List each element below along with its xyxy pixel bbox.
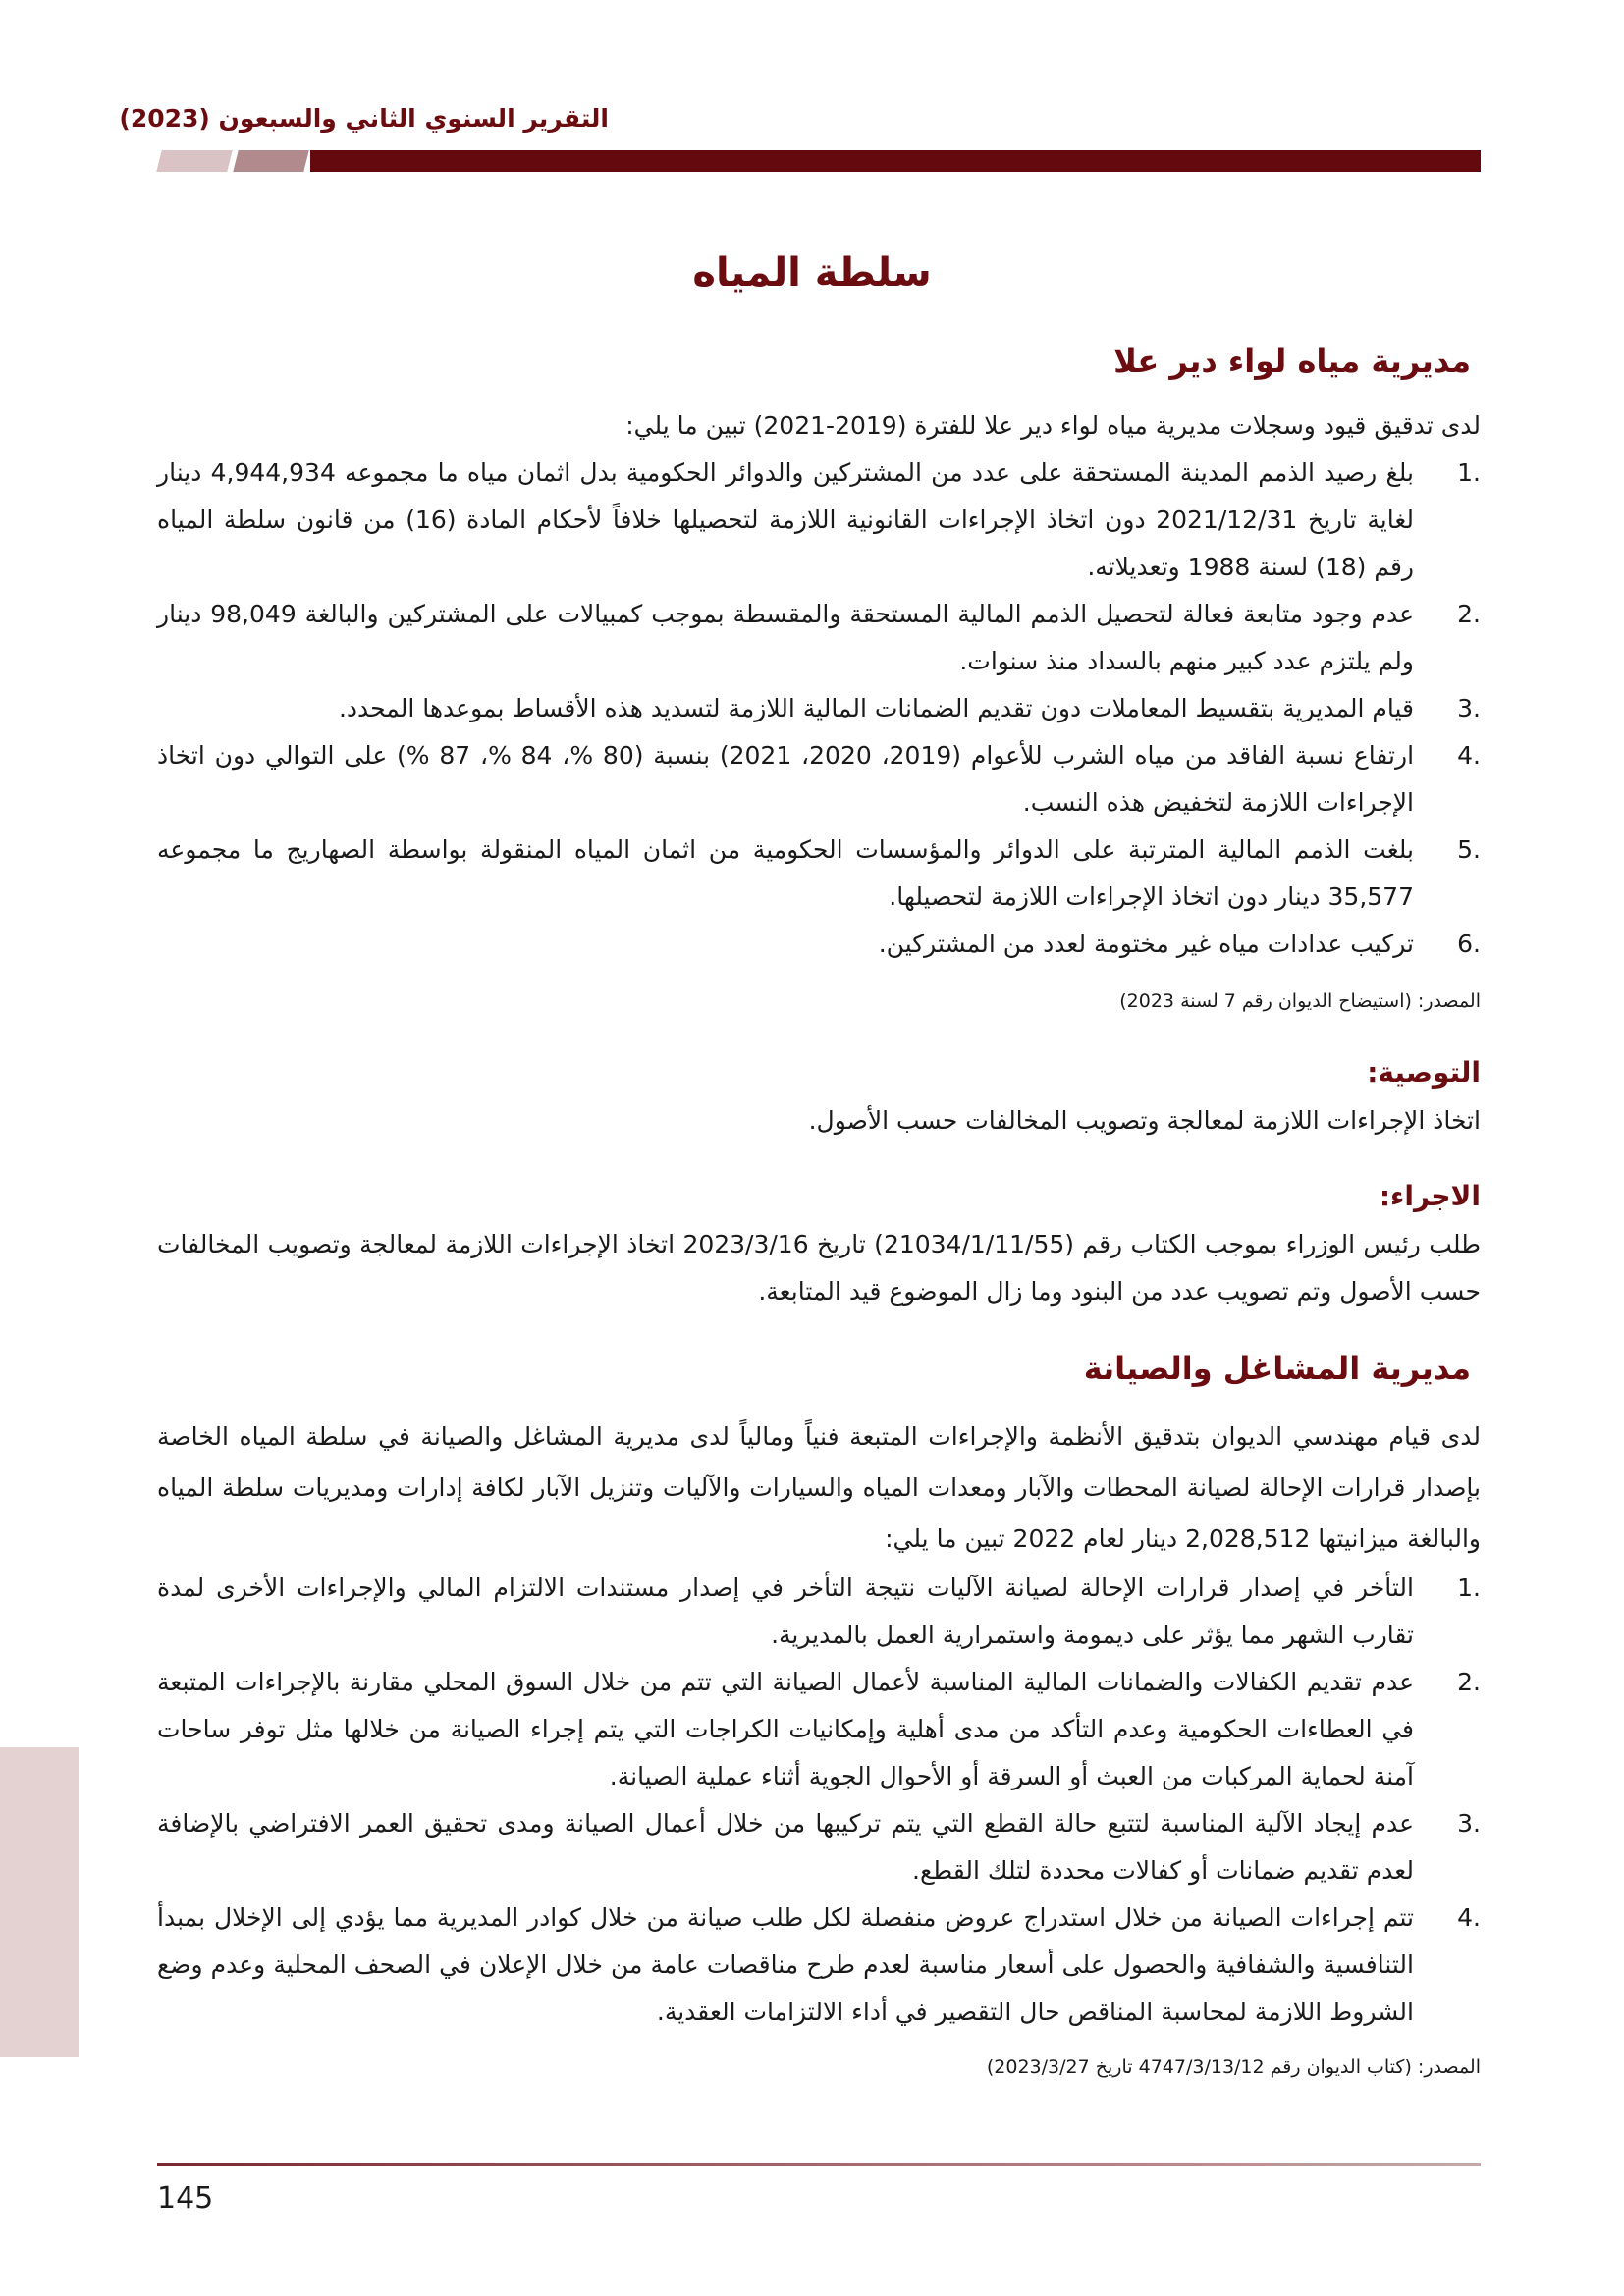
section-intro: لدى تدقيق قيود وسجلات مديرية مياه لواء دير علا للفترة (2019-2021) تبين ما يلي:	[625, 411, 1481, 440]
header-bar	[310, 150, 1481, 172]
action-heading: الاجراء:	[1379, 1180, 1481, 1212]
action-text: طلب رئيس الوزراء بموجب الكتاب رقم (21034/1/11/55) تاريخ 2023/3/16 اتخاذ الإجراءات اللازمة لمعالجة وتصويب المخالفات حسب الأصول وتم تصويب عدد من البنود وما زال الموضوع قيد المتابعة.	[157, 1230, 1482, 1306]
list-item: 3. قيام المديرية بتقسيط المعاملات دون تقديم الضمانات المالية اللازمة لتسديد هذه الأقساط بموعدها المحدد.	[338, 694, 1481, 722]
section-heading: مديرية المشاغل والصيانة	[1083, 1350, 1471, 1387]
source-note: المصدر: (كتاب الديوان رقم 4747/3/13/12 تاريخ 2023/3/27)	[986, 2056, 1481, 2078]
source-note: المصدر: (استيضاح الديوان رقم 7 لسنة 2023)	[1119, 990, 1481, 1012]
section-deir-alla	[157, 332, 1481, 2087]
list-item: 4. تتم إجراءات الصيانة من خلال استدراج عروض منفصلة لكل طلب صيانة من خلال كوادر المديرية مما يؤدي إلى الإخلال بمبدأ التنافسية والشفافية والحصول على أسعار مناسبة لعدم طرح مناقصات عامة من خلال الإعلان في الصحف المحلية وعدم وضع الشروط اللازمة لمحاسبة المناقص حال التقصير في أداء الالتزامات العقدية.	[157, 1903, 1481, 2026]
list-item: 6. تركيب عدادات مياه غير مختومة لعدد من المشتركين.	[878, 930, 1481, 958]
list-item: 3. عدم إيجاد الآلية المناسبة لتتبع حالة القطع التي يتم تركيبها من خلال أعمال الصيانة ومدى تحقيق العمر الافتراضي بالإضافة لعدم تقديم ضمانات أو كفالات محددة لتلك القطع.	[157, 1809, 1481, 1885]
header-bar-segment-light	[156, 150, 232, 172]
section-heading: مديرية مياه لواء دير علا	[1113, 343, 1471, 380]
side-tab-decoration	[0, 1747, 79, 2057]
header-bar-segment-mid	[233, 150, 308, 172]
footer-divider	[157, 2163, 1481, 2166]
list-item: 5. بلغت الذمم المالية المترتبة على الدوائر والمؤسسات الحكومية من اثمان المياه المنقولة بواسطة الصهاريج ما مجموعه 35,577 دينار دون اتخاذ الإجراءات اللازمة لتحصيلها.	[157, 835, 1481, 911]
section-intro: لدى قيام مهندسي الديوان بتدقيق الأنظمة والإجراءات المتبعة فنياً ومالياً لدى مديرية المشاغل والصيانة في سلطة المياه الخاصة بإصدار قرارات الإحالة لصيانة المحطات والآبار ومعدات المياه والسيارات والآليات وتنزيل الآبار لكافة إدارات ومديريات سلطة المياه والبالغة ميزانيتها 2,028,512 دينار لعام 2022 تبين ما يلي:	[157, 1422, 1481, 1553]
page-title: سلطة المياه	[692, 250, 932, 295]
report-header-title: التقرير السنوي الثاني والسبعون (2023)	[119, 104, 609, 133]
list-item: 1. بلغ رصيد الذمم المدينة المستحقة على عدد من المشتركين والدوائر الحكومية بدل اثمان مياه ما مجموعه 4,944,934 دينار لغاية تاريخ 2021/12/31 دون اتخاذ الإجراءات القانونية اللازمة لتحصيلها خلافاً لأحكام المادة (16) من قانون سلطة المياه رقم (18) لسنة 1988 وتعديلاته.	[157, 458, 1481, 581]
list-item: 1. التأخر في إصدار قرارات الإحالة لصيانة الآليات نتيجة التأخر في إصدار مستندات الالتزام المالي والإجراءات الأخرى لمدة تقارب الشهر مما يؤثر على ديمومة واستمرارية العمل بالمديرية.	[157, 1574, 1481, 1649]
findings-list	[157, 450, 1481, 968]
list-item: 2. عدم تقديم الكفالات والضمانات المالية المناسبة لأعمال الصيانة التي تتم من خلال السوق المحلي مقارنة بالإجراءات المتبعة في العطاءات الحكومية وعدم التأكد من مدى أهلية وإمكانيات الكراجات التي يتم إجراء الصيانة من خلالها مثل توفر ساحات آمنة لحماية المركبات من العبث أو السرقة أو الأحوال الجوية أثناء عملية الصيانة.	[157, 1668, 1481, 1790]
recommendation-text: اتخاذ الإجراءات اللازمة لمعالجة وتصويب المخالفات حسب الأصول.	[808, 1106, 1481, 1135]
recommendation-heading: التوصية:	[1367, 1056, 1481, 1089]
findings-list	[157, 1565, 1481, 2036]
list-item: 4. ارتفاع نسبة الفاقد من مياه الشرب للأعوام (2019، 2020، 2021) بنسبة (80 %، 84 %، 87 %) على التوالي دون اتخاذ الإجراءات اللازمة لتخفيض هذه النسب.	[157, 741, 1481, 817]
list-item: 2. عدم وجود متابعة فعالة لتحصيل الذمم المالية المستحقة والمقسطة بموجب كمبيالات على المشتركين والبالغة 98,049 دينار ولم يلتزم عدد كبير منهم بالسداد منذ سنوات.	[157, 600, 1481, 675]
page-number: 145	[157, 2181, 214, 2216]
